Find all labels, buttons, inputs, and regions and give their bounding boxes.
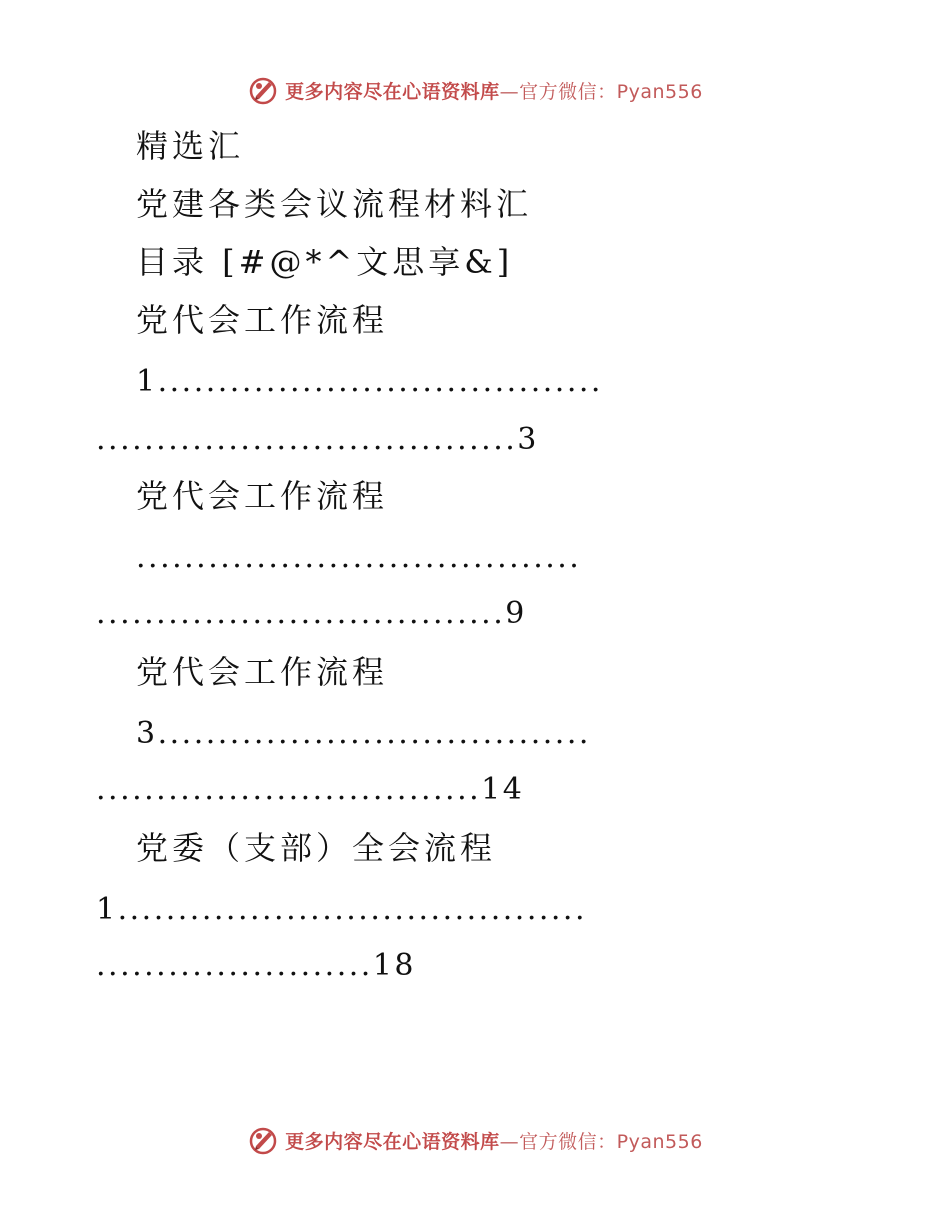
doc-title-line-1: 精选汇 (136, 127, 245, 165)
toc-entry-leader: ..................................... (136, 540, 582, 575)
watermark-main-text: 更多内容尽在心语资料库 (285, 80, 500, 103)
toc-entry-page: .......................18 (96, 948, 417, 983)
toc-entry-page: ...................................3 (96, 422, 539, 457)
toc-entry-leader: 1....................................... (96, 892, 587, 927)
watermark-separator: — (499, 1130, 520, 1153)
pen-circle-logo-icon (247, 1124, 279, 1156)
watermark-main-text: 更多内容尽在心语资料库 (285, 1130, 500, 1153)
watermark-separator: — (499, 80, 520, 103)
footer-watermark (0, 1120, 950, 1160)
toc-entry-leader: 1..................................... (136, 364, 603, 399)
toc-entry-leader: 3.................................... (136, 716, 591, 751)
toc-entry-title: 党委（支部）全会流程 (136, 829, 497, 867)
pen-circle-logo-icon (247, 74, 279, 106)
toc-entry-title: 党代会工作流程 (136, 477, 389, 515)
header-watermark (0, 70, 950, 110)
watermark-wechat-text: 官方微信：Pyan556 (519, 80, 703, 103)
toc-entry-page: ................................14 (96, 772, 525, 807)
toc-entry-title: 党代会工作流程 (136, 301, 389, 339)
toc-entry-title: 党代会工作流程 (136, 653, 389, 691)
toc-heading: 目录 [#@*^文思享&] (136, 243, 514, 281)
watermark-wechat-text: 官方微信：Pyan556 (519, 1130, 703, 1153)
doc-title-line-2: 党建各类会议流程材料汇 (136, 185, 533, 223)
toc-entry-page: ..................................9 (96, 596, 527, 631)
